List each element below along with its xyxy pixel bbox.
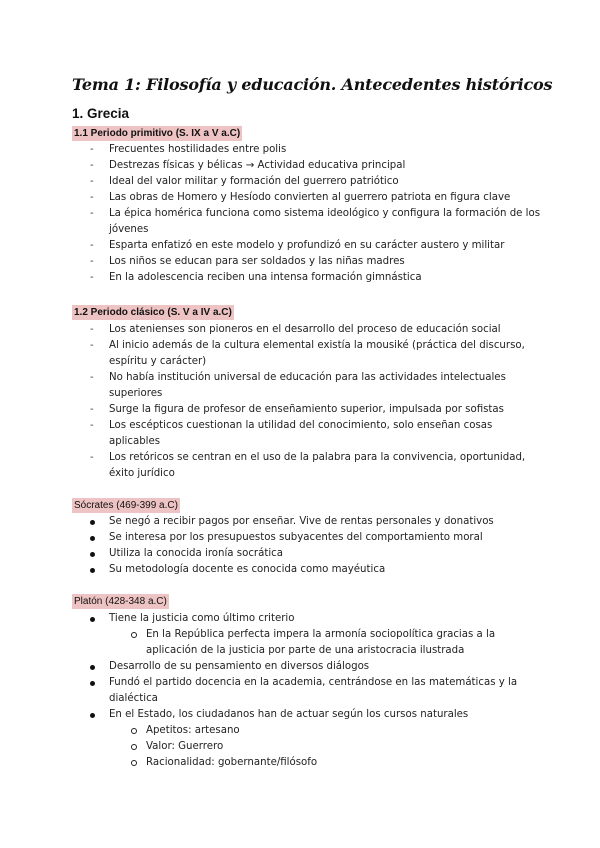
list-item: Destrezas físicas y bélicas → Actividad educativa principal	[109, 160, 406, 171]
bullet-dot	[90, 681, 95, 686]
list-item: Desarrollo de su pensamiento en diversos diálogos	[109, 661, 370, 672]
bullet-dot	[90, 713, 95, 718]
heading-socrates: Sócrates (469-399 a.C)	[74, 500, 178, 511]
list-item: Fundó el partido docencia en la academia, centrándose en las matemáticas y la	[109, 677, 518, 688]
bullet-dot	[90, 665, 95, 670]
list-item: En el Estado, los ciudadanos han de actuar según los cursos naturales	[109, 709, 469, 720]
list-item: Esparta enfatizó en este modelo y profundizó en su carácter austero y militar	[109, 240, 505, 251]
list-item: Los retóricos se centran en el uso de la palabra para la convivencia, oportunidad,	[109, 452, 526, 463]
dash-bullet: -	[90, 192, 94, 203]
list-item: Su metodología docente es conocida como mayéutica	[109, 564, 386, 575]
document-title: Tema 1: Filosofía y educación. Antecedentes históricos	[72, 75, 553, 94]
list-item: Se negó a recibir pagos por enseñar. Vive de rentas personales y donativos	[109, 516, 494, 527]
list-item-continuation: jóvenes	[109, 224, 149, 235]
dash-bullet: -	[90, 272, 94, 283]
list-item: Surge la figura de profesor de enseñamiento superior, impulsada por sofistas	[109, 404, 504, 415]
list-item: No había institución universal de educación para las actividades intelectuales	[109, 372, 506, 383]
dash-bullet: -	[90, 144, 94, 155]
bullet-dot	[90, 520, 95, 525]
bullet-dot	[90, 536, 95, 541]
dash-bullet: -	[90, 208, 94, 219]
list-item: Las obras de Homero y Hesíodo convierten al guerrero patriota en figura clave	[109, 192, 511, 203]
dash-bullet: -	[90, 160, 94, 171]
list-item: Utiliza la conocida ironía socrática	[109, 548, 284, 559]
list-item: Se interesa por los presupuestos subyacentes del comportamiento moral	[109, 532, 483, 543]
list-item: Los escépticos cuestionan la utilidad del conocimiento, solo enseñan cosas	[109, 420, 493, 431]
dash-bullet: -	[90, 452, 94, 463]
dash-bullet: -	[90, 256, 94, 267]
list-item-continuation: espíritu y carácter)	[109, 356, 207, 367]
sub-list-item-continuation: aplicación de la justicia por parte de una aristocracia ilustrada	[146, 645, 465, 656]
dash-bullet: -	[90, 404, 94, 415]
list-item-continuation: aplicables	[109, 436, 161, 447]
heading-platon: Platón (428-348 a.C)	[74, 596, 167, 607]
dash-bullet: -	[90, 420, 94, 431]
bullet-circle	[131, 728, 137, 734]
bullet-circle	[131, 632, 137, 638]
sub-list-item: Valor: Guerrero	[146, 741, 224, 752]
sub-list-item: En la República perfecta impera la armonía sociopolítica gracias a la	[146, 629, 496, 640]
list-item: Tiene la justicia como último criterio	[109, 613, 295, 624]
list-item: Ideal del valor militar y formación del guerrero patriótico	[109, 176, 399, 187]
list-item: La épica homérica funciona como sistema ideológico y configura la formación de los	[109, 208, 541, 219]
bullet-dot	[90, 568, 95, 573]
list-item: Al inicio además de la cultura elemental existía la mousiké (práctica del discurso,	[109, 340, 525, 351]
list-item: Los atenienses son pioneros en el desarrollo del proceso de educación social	[109, 324, 501, 335]
list-item-continuation: dialéctica	[109, 693, 158, 704]
list-item: Los niños se educan para ser soldados y las niñas madres	[109, 256, 405, 267]
list-item: Frecuentes hostilidades entre polis	[109, 144, 287, 155]
sub-list-item: Apetitos: artesano	[146, 725, 240, 736]
dash-bullet: -	[90, 324, 94, 335]
bullet-dot	[90, 617, 95, 622]
sub-list-item: Racionalidad: gobernante/filósofo	[146, 757, 318, 768]
dash-bullet: -	[90, 340, 94, 351]
list-item-continuation: éxito jurídico	[109, 468, 175, 479]
bullet-dot	[90, 552, 95, 557]
list-item: En la adolescencia reciben una intensa formación gimnástica	[109, 272, 422, 283]
list-item-continuation: superiores	[109, 388, 163, 399]
section-heading-grecia: 1. Grecia	[72, 106, 130, 121]
dash-bullet: -	[90, 372, 94, 383]
bullet-circle	[131, 760, 137, 766]
dash-bullet: -	[90, 176, 94, 187]
subheading-periodo-clasico: 1.2 Periodo clásico (S. V a IV a.C)	[74, 307, 232, 318]
subheading-periodo-primitivo: 1.1 Periodo primitivo (S. IX a V a.C)	[74, 128, 241, 139]
dash-bullet: -	[90, 240, 94, 251]
bullet-circle	[131, 744, 137, 750]
